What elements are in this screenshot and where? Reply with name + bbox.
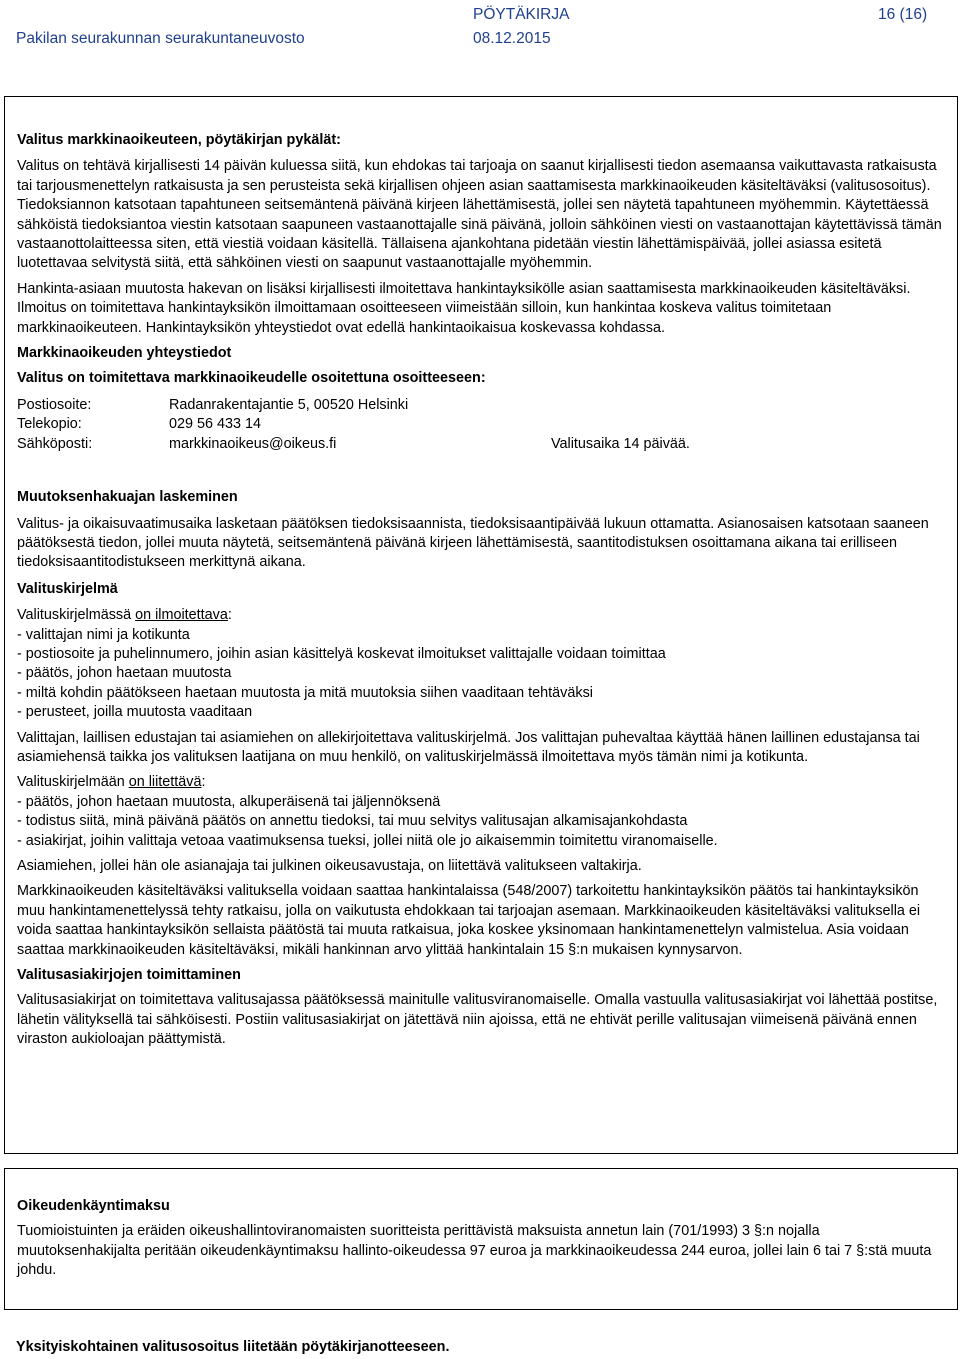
appeal-instructions-box bbox=[4, 96, 958, 1154]
letter-heading: Valituskirjelmä bbox=[17, 580, 118, 597]
list-item: - valittajan nimi ja kotikunta bbox=[17, 626, 945, 645]
list-item: - todistus siitä, minä päivänä päätös on annettu tiedoksi, tai muu selvitys valitusajan alkamisajankohdasta bbox=[17, 812, 945, 831]
contact-label: Sähköposti: bbox=[17, 435, 93, 452]
must-intro: Valituskirjelmässä on ilmoitettava: bbox=[17, 607, 232, 624]
attach-intro: Valituskirjelmään on liitettävä: bbox=[17, 774, 206, 791]
page-number: 16 (16) bbox=[878, 6, 928, 23]
list-item: - asiakirjat, joihin valittaja vetoaa vaatimuksensa tueksi, jollei niitä ole jo aikaisemmin toimitettu viranomaiselle. bbox=[17, 832, 945, 851]
signature-paragraph: Valittajan, laillisen edustajan tai asiamiehen on allekirjoitettava valituskirjelmä. Jos valittajan puhevaltaa käyttää hänen laillinen edustajansa tai asiamiehensä taikka jos valituksen laatijana on muu henkilö, on valituskirjelmässä ilmoitettava myös tämän nimi ja kotikunta. bbox=[17, 729, 920, 765]
list-item: - miltä kohdin päätökseen haetaan muutosta ja mitä muutoksia siihen vaaditaan tehtäväksi bbox=[17, 684, 945, 703]
list-item: - perusteet, joilla muutosta vaaditaan bbox=[17, 703, 945, 722]
list-item: - päätös, johon haetaan muutosta bbox=[17, 664, 945, 683]
must-list bbox=[17, 626, 945, 723]
organization-name: Pakilan seurakunnan seurakuntaneuvosto bbox=[16, 30, 305, 47]
contact-email-value: markkinaoikeus@oikeus.fi bbox=[169, 435, 337, 452]
attach-list bbox=[17, 793, 945, 851]
meeting-date: 08.12.2015 bbox=[473, 30, 551, 47]
appeal-paragraph-2: Hankinta-asiaan muutosta hakevan on lisäksi kirjallisesti ilmoitettava hankintayksikölle asian saattamisesta markkinaoikeuden käsiteltäväksi. Ilmoitus on toimitettava hankintayksikön ilmoittamaan osoitteeseen viimeistään silloin, kun hankintaa koskeva valitus toimitetaan markkinaoikeuteen. Hankintayksikön yhteystiedot ovat edellä hankintaoikaisua koskevassa kohdassa. bbox=[17, 280, 911, 336]
court-fee-box bbox=[4, 1168, 958, 1310]
appeal-heading: Valitus markkinaoikeuteen, pöytäkirjan pykälät: bbox=[17, 132, 341, 148]
appeal-paragraph-1: Valitus on tehtävä kirjallisesti 14 päivän kuluessa siitä, kun ehdokas tai tarjoaja on saanut kirjallisesti tiedon asemaansa vaikuttavasta ratkaisusta tai tarjousmenettelyn ratkaisusta ja sen perusteista sekä kirjallisen ohjeen asian saattamisesta markkinaoikeuden käsiteltäväksi (valitusosoitus). Tiedoksiannon katsotaan tapahtuneen seitsemäntenä päivänä kirjeen lähettämisestä, jollei sen näytetä tapahtuneen myöhemmin. Käytettäessä sähköistä tiedoksiantoa viestin katsotaan saapuneen vastaanottajalle sinä päivänä, jolloin sähköinen viesti on vastaanottajan käytettävissä tämän vastaanottolaitteessa siten, että viestiä voidaan käsitellä. Tällaisena ajankohtana pidetään viestin lähettämispäivää, jollei asiassa esitetä luotettavaa selvitystä siitä, että sähköinen viesti on saapunut vastaanottajalle myöhemmin. bbox=[17, 158, 942, 272]
contact-row-postal bbox=[17, 396, 945, 415]
contact-row-fax bbox=[17, 415, 945, 434]
footer-note: Yksityiskohtainen valitusosoitus liitetään pöytäkirjanotteeseen. bbox=[16, 1339, 450, 1355]
delivery-paragraph: Valitusasiakirjat on toimitettava valitusajassa päätöksessä mainitulle valitusviranomaiselle. Omalla vastuulla valitusasiakirjat voi lähettää postitse, lähetin välityksellä tai sähköisesti. Postiin valitusasiakirjat on jätettävä niin ajoissa, että ne ehtivät perille valitusajan viimeisenä päivänä ennen viraston aukioloajan päättymistä. bbox=[17, 992, 938, 1048]
appeal-period-note: Valitusaika 14 päivää. bbox=[551, 435, 690, 452]
contact-heading: Markkinaoikeuden yhteystiedot bbox=[17, 345, 232, 362]
attach-intro-underlined: on liitettävä bbox=[128, 774, 202, 791]
fee-paragraph: Tuomioistuinten ja eräiden oikeushallintoviranomaisten suoritteista perittävistä maksuista annetun lain (701/1993) 3 §:n nojalla muutoksenhakijalta peritään oikeudenkäyntimaksu hallinto-oikeudessa 97 euroa ja markkinaoikeudessa 244 euroa, jollei lain 6 tai 7 §:stä muuta johdu. bbox=[17, 1223, 932, 1279]
contact-label: Postiosoite: bbox=[17, 396, 92, 413]
list-item: - postiosoite ja puhelinnumero, joihin asian käsittelyä koskevat ilmoitukset valittajalle voidaan toimittaa bbox=[17, 645, 945, 664]
contact-label: Telekopio: bbox=[17, 416, 82, 433]
must-intro-underlined: on ilmoitettava bbox=[135, 607, 228, 624]
contact-value: Radanrakentajantie 5, 00520 Helsinki bbox=[169, 396, 409, 413]
contact-value: 029 56 433 14 bbox=[169, 416, 262, 433]
agent-paragraph: Asiamiehen, jollei hän ole asianajaja tai julkinen oikeusavustaja, on liitettävä valitukseen valtakirja. bbox=[17, 858, 642, 874]
fee-heading: Oikeudenkäyntimaksu bbox=[17, 1198, 170, 1214]
market-court-paragraph: Markkinaoikeuden käsiteltäväksi valituksella voidaan saattaa hankintalaissa (548/2007) tarkoitettu hankintayksikön päätös tai hankintayksikön muu hankintamenettelyssä tehty ratkaisu, jolla on vaikutusta ehdokkaan tai tarjoajan asemaan. Markkinaoikeuden käsiteltäväksi valituksella ei voida saattaa hankintayksikön sellaista päätöstä tai muuta ratkaisua, joka koskee yksinomaan hankintamenettelyn valmistelua. Asia voidaan saattaa markkinaoikeuden käsiteltäväksi, mikäli hankinnan arvo ylittää hankintalain 15 §:n mukaisen kynnysarvon. bbox=[17, 883, 921, 958]
contact-row-email bbox=[17, 435, 945, 454]
contact-list bbox=[17, 396, 945, 454]
list-item: - päätös, johon haetaan muutosta, alkuperäisenä tai jäljennöksenä bbox=[17, 793, 945, 812]
calc-paragraph: Valitus- ja oikaisuvaatimusaika lasketaan päätöksen tiedoksisaannista, tiedoksisaantipäivää lukuun ottamatta. Asianosaisen katsotaan saaneen päätöksestä tiedon, jollei muuta näytetä, seitsemäntenä päivänä kirjeen lähettämisestä, saantitodistuksen osoittamana aikana tai erilliseen tiedoksisaantitodistukseen merkittynä aikana. bbox=[17, 515, 929, 571]
calc-heading: Muutoksenhakuajan laskeminen bbox=[17, 489, 238, 506]
delivery-heading: Valitusasiakirjojen toimittaminen bbox=[17, 967, 241, 984]
address-heading: Valitus on toimitettava markkinaoikeudelle osoitettuna osoitteeseen: bbox=[17, 370, 486, 387]
document-type: PÖYTÄKIRJA bbox=[473, 6, 570, 23]
